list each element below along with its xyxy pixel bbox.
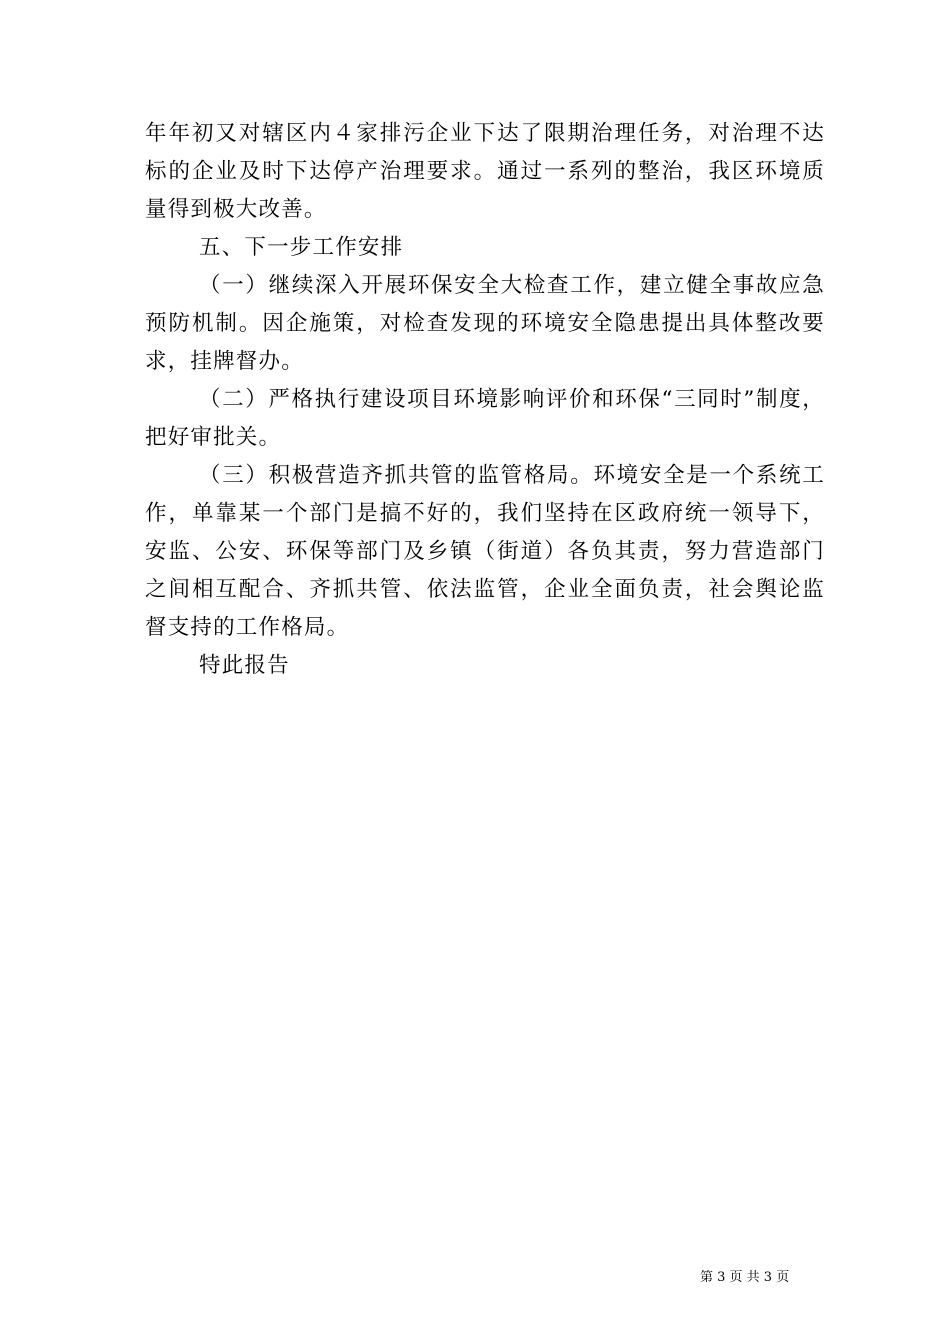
paragraph-item-1: （一）继续深入开展环保安全大检查工作，建立健全事故应急预防机制。因企施策，对检查发现的环境安全隐患提出具体整改要求，挂牌督办。 bbox=[145, 273, 825, 374]
page-number-footer: 第 3 页 共 3 页 bbox=[700, 1270, 790, 1285]
paragraph-item-2: （二）严格执行建设项目环境影响评价和环保“三同时”制度，把好审批关。 bbox=[145, 387, 825, 450]
paragraph-continuation: 年年初又对辖区内４家排污企业下达了限期治理任务，对治理不达标的企业及时下达停产治理要求。通过一系列的整治，我区环境质量得到极大改善。 bbox=[145, 121, 825, 222]
closing-line: 特此报告 bbox=[199, 653, 290, 678]
document-body bbox=[145, 115, 825, 685]
section-heading-next-steps: 五、下一步工作安排 bbox=[199, 235, 404, 260]
paragraph-item-3: （三）积极营造齐抓共管的监管格局。环境安全是一个系统工作，单靠某一个部门是搞不好的，我们坚持在区政府统一领导下，安监、公安、环保等部门及乡镇（街道）各负其责，努力营造部门之间相互配合、齐抓共管、依法监管，企业全面负责，社会舆论监督支持的工作格局。 bbox=[145, 463, 825, 640]
